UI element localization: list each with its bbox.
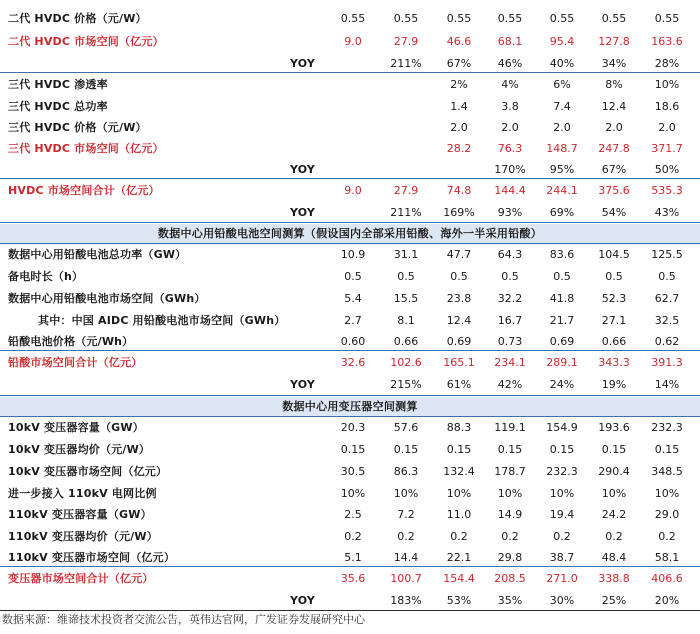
total-row xyxy=(0,568,700,589)
cell-col-2: 0.2 xyxy=(397,530,415,543)
cell-col-7: 0.15 xyxy=(654,443,680,456)
cell-col-6: 0.15 xyxy=(601,443,627,456)
table-row xyxy=(0,417,700,438)
cell-col-5: 0.2 xyxy=(553,530,571,543)
cell-col-2: 211% xyxy=(390,206,422,219)
table-row xyxy=(0,288,700,309)
cell-col-3: 53% xyxy=(446,594,472,607)
cell-col-1: 0.15 xyxy=(340,443,366,456)
cell-col-2: 15.5 xyxy=(393,292,419,305)
cell-col-3: 1.4 xyxy=(450,100,468,113)
row-divider xyxy=(0,566,700,567)
yoy-row xyxy=(0,202,700,223)
cell-col-3: 22.1 xyxy=(446,551,472,564)
cell-col-6: 127.8 xyxy=(598,35,630,48)
cell-col-4: 0.73 xyxy=(497,335,523,348)
cell-col-7: 232.3 xyxy=(651,421,683,434)
cell-col-5: 2.0 xyxy=(553,121,571,134)
cell-col-1: 0.55 xyxy=(340,12,366,25)
cell-col-1: 10.9 xyxy=(340,248,366,261)
cell-col-4: 0.2 xyxy=(501,530,519,543)
row-label: 铅酸市场空间合计（亿元） xyxy=(8,356,143,369)
row-divider xyxy=(0,178,700,179)
cell-col-1: 0.5 xyxy=(344,270,362,283)
row-label: 备电时长（h） xyxy=(8,270,84,283)
cell-col-1 xyxy=(326,74,380,95)
cell-col-4: 64.3 xyxy=(497,248,523,261)
cell-col-7: 163.6 xyxy=(651,35,683,48)
cell-col-1 xyxy=(326,117,380,138)
row-divider xyxy=(0,222,700,223)
row-label: YOY xyxy=(290,594,316,607)
cell-col-5: 95% xyxy=(549,163,575,176)
row-label: 三代 HVDC 市场空间（亿元） xyxy=(8,142,164,155)
table-row xyxy=(0,8,700,29)
cell-col-7: 348.5 xyxy=(651,465,683,478)
row-label: 二代 HVDC 市场空间（亿元） xyxy=(8,35,164,48)
cell-col-5: 19.4 xyxy=(549,508,575,521)
cell-col-7: 28% xyxy=(654,57,680,70)
row-label: 110kV 变压器市场空间（亿元） xyxy=(8,551,176,564)
row-divider xyxy=(0,395,700,396)
cell-col-5: 244.1 xyxy=(546,184,578,197)
cell-col-6: 48.4 xyxy=(601,551,627,564)
cell-col-5: 21.7 xyxy=(549,314,575,327)
row-divider xyxy=(0,416,700,417)
cell-col-5: 41.8 xyxy=(549,292,575,305)
cell-col-1: 5.4 xyxy=(344,292,362,305)
cell-col-6: 19% xyxy=(601,378,627,391)
cell-col-7: 58.1 xyxy=(654,551,680,564)
cell-col-4: 10% xyxy=(497,487,523,500)
cell-col-1: 30.5 xyxy=(340,465,366,478)
cell-col-4: 170% xyxy=(494,163,526,176)
table-row xyxy=(0,96,700,117)
cell-col-4: 42% xyxy=(497,378,523,391)
table-row xyxy=(0,74,700,95)
cell-col-3: 74.8 xyxy=(446,184,472,197)
cell-col-5: 30% xyxy=(549,594,575,607)
row-label: YOY xyxy=(290,163,316,176)
row-label: 其中：中国 AIDC 用铅酸电池市场空间（GWh） xyxy=(38,314,286,327)
cell-col-2: 0.66 xyxy=(393,335,419,348)
cell-col-1: 9.0 xyxy=(344,35,362,48)
cell-col-6: 52.3 xyxy=(601,292,627,305)
cell-col-3: 0.55 xyxy=(446,12,472,25)
cell-col-2: 102.6 xyxy=(390,356,422,369)
row-label: 二代 HVDC 价格（元/W） xyxy=(8,12,147,25)
cell-col-5: 10% xyxy=(549,487,575,500)
cell-col-5: 24% xyxy=(549,378,575,391)
cell-col-3: 165.1 xyxy=(443,356,475,369)
row-label: 数据中心用铅酸电池市场空间（GWh） xyxy=(8,292,206,305)
cell-col-6: 34% xyxy=(601,57,627,70)
cell-col-3: 47.7 xyxy=(446,248,472,261)
cell-col-7: 18.6 xyxy=(654,100,680,113)
cell-col-1: 2.5 xyxy=(344,508,362,521)
cell-col-2 xyxy=(379,117,433,138)
cell-col-2: 215% xyxy=(390,378,422,391)
cell-col-1: 0.2 xyxy=(344,530,362,543)
cell-col-4: 234.1 xyxy=(494,356,526,369)
cell-col-3: 12.4 xyxy=(446,314,472,327)
cell-col-5: 69% xyxy=(549,206,575,219)
cell-col-4: 3.8 xyxy=(501,100,519,113)
cell-col-1: 2.7 xyxy=(344,314,362,327)
table-row xyxy=(0,310,700,331)
cell-col-7: 2.0 xyxy=(658,121,676,134)
cell-col-4: 0.55 xyxy=(497,12,523,25)
row-label: 10kV 变压器容量（GW） xyxy=(8,421,144,434)
row-label: 10kV 变压器均价（元/W） xyxy=(8,443,151,456)
row-divider xyxy=(0,350,700,351)
cell-col-4: 144.4 xyxy=(494,184,526,197)
cell-col-2: 86.3 xyxy=(393,465,419,478)
yoy-row xyxy=(0,53,700,74)
cell-col-6: 343.3 xyxy=(598,356,630,369)
section-header: 数据中心用变压器空间测算 xyxy=(0,397,700,417)
cell-col-1: 10% xyxy=(340,487,366,500)
cell-col-2 xyxy=(379,138,433,159)
cell-col-6: 27.1 xyxy=(601,314,627,327)
cell-col-6: 338.8 xyxy=(598,572,630,585)
cell-col-5: 232.3 xyxy=(546,465,578,478)
row-label: HVDC 市场空间合计（亿元） xyxy=(8,184,160,197)
source-note: 数据来源：维谛技术投资者交流公告，英伟达官网，广发证券发展研究中心 xyxy=(2,613,365,626)
cell-col-1 xyxy=(326,590,380,611)
cell-col-5: 40% xyxy=(549,57,575,70)
cell-col-7: 0.55 xyxy=(654,12,680,25)
total-row xyxy=(0,180,700,201)
cell-col-4: 76.3 xyxy=(497,142,523,155)
cell-col-6: 104.5 xyxy=(598,248,630,261)
cell-col-6: 0.66 xyxy=(601,335,627,348)
cell-col-5: 0.15 xyxy=(549,443,575,456)
table-row xyxy=(0,266,700,287)
cell-col-4: 4% xyxy=(501,78,519,91)
cell-col-7: 371.7 xyxy=(651,142,683,155)
table-row xyxy=(0,117,700,138)
cell-col-3: 67% xyxy=(446,57,472,70)
cell-col-1 xyxy=(326,138,380,159)
row-label: 变压器市场空间合计（亿元） xyxy=(8,572,154,585)
cell-col-2: 0.5 xyxy=(397,270,415,283)
cell-col-6: 290.4 xyxy=(598,465,630,478)
cell-col-4: 178.7 xyxy=(494,465,526,478)
total-row xyxy=(0,138,700,159)
cell-col-6: 2.0 xyxy=(605,121,623,134)
cell-col-2: 183% xyxy=(390,594,422,607)
cell-col-2: 7.2 xyxy=(397,508,415,521)
cell-col-5: 0.55 xyxy=(549,12,575,25)
cell-col-6: 0.2 xyxy=(605,530,623,543)
cell-col-6: 0.55 xyxy=(601,12,627,25)
cell-col-7: 62.7 xyxy=(654,292,680,305)
cell-col-3: 46.6 xyxy=(446,35,472,48)
section-header: 数据中心用铅酸电池空间测算（假设国内全部采用铅酸、海外一半采用铅酸） xyxy=(0,224,700,244)
cell-col-4: 208.5 xyxy=(494,572,526,585)
cell-col-2: 57.6 xyxy=(393,421,419,434)
cell-col-3 xyxy=(432,159,486,180)
table-row xyxy=(0,547,700,568)
cell-col-2: 100.7 xyxy=(390,572,422,585)
cell-col-3: 0.15 xyxy=(446,443,472,456)
cell-col-3: 28.2 xyxy=(446,142,472,155)
row-label: 110kV 变压器容量（GW） xyxy=(8,508,152,521)
row-divider xyxy=(0,610,700,611)
cell-col-3: 2% xyxy=(450,78,468,91)
cell-col-7: 20% xyxy=(654,594,680,607)
cell-col-5: 95.4 xyxy=(549,35,575,48)
row-label: YOY xyxy=(290,206,316,219)
yoy-row xyxy=(0,590,700,611)
cell-col-4: 14.9 xyxy=(497,508,523,521)
cell-col-1 xyxy=(326,374,380,395)
cell-col-1 xyxy=(326,53,380,74)
cell-col-4: 2.0 xyxy=(501,121,519,134)
row-label: YOY xyxy=(290,378,316,391)
cell-col-4: 29.8 xyxy=(497,551,523,564)
row-label: 三代 HVDC 渗透率 xyxy=(8,78,108,91)
cell-col-2: 31.1 xyxy=(393,248,419,261)
cell-col-7: 50% xyxy=(654,163,680,176)
cell-col-4: 68.1 xyxy=(497,35,523,48)
cell-col-3: 169% xyxy=(443,206,475,219)
cell-col-4: 16.7 xyxy=(497,314,523,327)
cell-col-5: 83.6 xyxy=(549,248,575,261)
cell-col-5: 6% xyxy=(553,78,571,91)
cell-col-7: 32.5 xyxy=(654,314,680,327)
cell-col-7: 29.0 xyxy=(654,508,680,521)
row-label: 10kV 变压器市场空间（亿元） xyxy=(8,465,168,478)
cell-col-6: 8% xyxy=(605,78,623,91)
row-label: 数据中心用铅酸电池总功率（GW） xyxy=(8,248,187,261)
cell-col-2: 0.55 xyxy=(393,12,419,25)
cell-col-2 xyxy=(379,74,433,95)
row-label: 三代 HVDC 价格（元/W） xyxy=(8,121,147,134)
cell-col-3: 0.69 xyxy=(446,335,472,348)
row-divider xyxy=(0,243,700,244)
cell-col-5: 148.7 xyxy=(546,142,578,155)
cell-col-7: 406.6 xyxy=(651,572,683,585)
cell-col-1: 32.6 xyxy=(340,356,366,369)
total-row xyxy=(0,352,700,373)
cell-col-4: 119.1 xyxy=(494,421,526,434)
cell-col-5: 0.5 xyxy=(553,270,571,283)
table-row xyxy=(0,504,700,525)
cell-col-2: 0.15 xyxy=(393,443,419,456)
cell-col-6: 24.2 xyxy=(601,508,627,521)
cell-col-1: 5.1 xyxy=(344,551,362,564)
cell-col-2: 211% xyxy=(390,57,422,70)
row-label: YOY xyxy=(290,57,316,70)
cell-col-4: 0.5 xyxy=(501,270,519,283)
cell-col-2: 14.4 xyxy=(393,551,419,564)
cell-col-4: 46% xyxy=(497,57,523,70)
cell-col-7: 10% xyxy=(654,487,680,500)
cell-col-3: 0.2 xyxy=(450,530,468,543)
row-label: 110kV 变压器均价（元/W） xyxy=(8,530,158,543)
cell-col-3: 23.8 xyxy=(446,292,472,305)
cell-col-2: 8.1 xyxy=(397,314,415,327)
cell-col-7: 10% xyxy=(654,78,680,91)
yoy-row xyxy=(0,374,700,395)
cell-col-5: 0.69 xyxy=(549,335,575,348)
cell-col-5: 38.7 xyxy=(549,551,575,564)
table-row xyxy=(0,461,700,482)
row-label: 进一步接入 110kV 电网比例 xyxy=(8,487,157,500)
cell-col-5: 154.9 xyxy=(546,421,578,434)
cell-col-3: 2.0 xyxy=(450,121,468,134)
cell-col-3: 10% xyxy=(446,487,472,500)
cell-col-6: 12.4 xyxy=(601,100,627,113)
cell-col-1 xyxy=(326,202,380,223)
cell-col-4: 0.15 xyxy=(497,443,523,456)
cell-col-6: 10% xyxy=(601,487,627,500)
yoy-row xyxy=(0,159,700,180)
row-label: 三代 HVDC 总功率 xyxy=(8,100,108,113)
table-row xyxy=(0,439,700,460)
cell-col-6: 0.5 xyxy=(605,270,623,283)
cell-col-1: 9.0 xyxy=(344,184,362,197)
row-label: 铅酸电池价格（元/Wh） xyxy=(8,335,134,348)
cell-col-1: 0.60 xyxy=(340,335,366,348)
cell-col-3: 0.5 xyxy=(450,270,468,283)
cell-col-3: 154.4 xyxy=(443,572,475,585)
cell-col-2: 27.9 xyxy=(393,35,419,48)
table-row xyxy=(0,331,700,352)
cell-col-6: 54% xyxy=(601,206,627,219)
cell-col-6: 247.8 xyxy=(598,142,630,155)
cell-col-4: 35% xyxy=(497,594,523,607)
cell-col-7: 43% xyxy=(654,206,680,219)
cell-col-2: 27.9 xyxy=(393,184,419,197)
cell-col-7: 0.5 xyxy=(658,270,676,283)
cell-col-6: 193.6 xyxy=(598,421,630,434)
cell-col-4: 93% xyxy=(497,206,523,219)
row-divider xyxy=(0,72,700,73)
cell-col-5: 289.1 xyxy=(546,356,578,369)
cell-col-2 xyxy=(379,96,433,117)
cell-col-7: 14% xyxy=(654,378,680,391)
cell-col-3: 132.4 xyxy=(443,465,475,478)
cell-col-6: 25% xyxy=(601,594,627,607)
cell-col-3: 11.0 xyxy=(446,508,472,521)
cell-col-1 xyxy=(326,96,380,117)
total-row xyxy=(0,31,700,52)
cell-col-1: 20.3 xyxy=(340,421,366,434)
cell-col-7: 0.62 xyxy=(654,335,680,348)
table-row xyxy=(0,244,700,265)
table-row xyxy=(0,526,700,547)
cell-col-3: 88.3 xyxy=(446,421,472,434)
cell-col-7: 125.5 xyxy=(651,248,683,261)
cell-col-1: 35.6 xyxy=(340,572,366,585)
cell-col-5: 271.0 xyxy=(546,572,578,585)
cell-col-2: 10% xyxy=(393,487,419,500)
cell-col-4: 32.2 xyxy=(497,292,523,305)
cell-col-7: 391.3 xyxy=(651,356,683,369)
cell-col-6: 67% xyxy=(601,163,627,176)
cell-col-5: 7.4 xyxy=(553,100,571,113)
cell-col-6: 375.6 xyxy=(598,184,630,197)
cell-col-1 xyxy=(326,159,380,180)
table-row xyxy=(0,483,700,504)
cell-col-7: 535.3 xyxy=(651,184,683,197)
cell-col-7: 0.2 xyxy=(658,530,676,543)
cell-col-3: 61% xyxy=(446,378,472,391)
cell-col-2 xyxy=(379,159,433,180)
